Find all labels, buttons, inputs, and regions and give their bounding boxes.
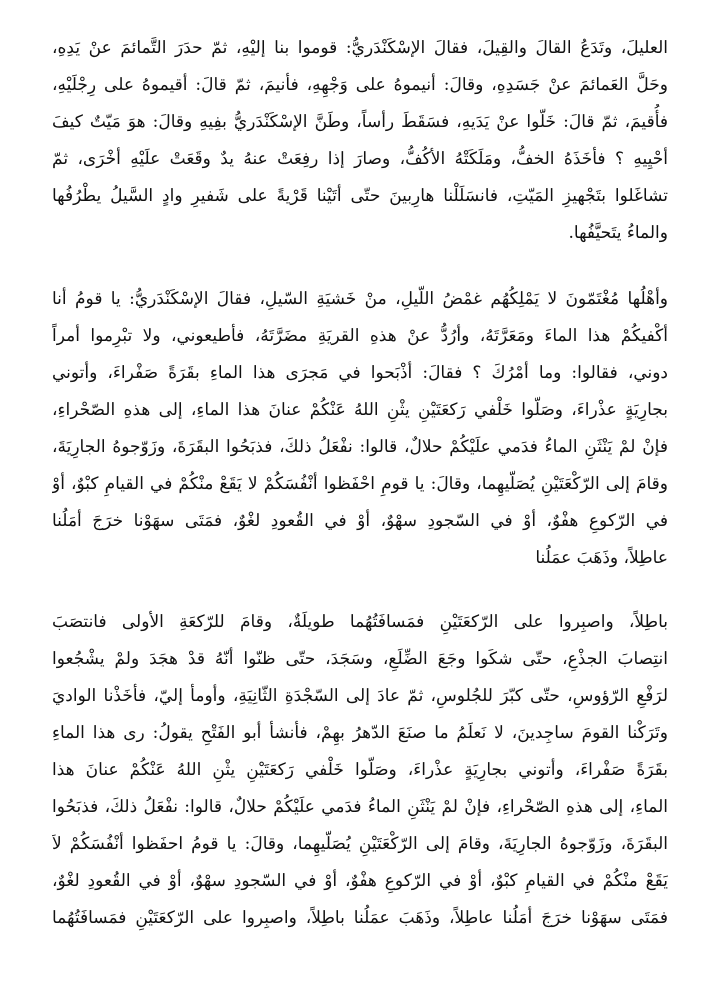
paragraph-line: لرَفْعِ الرّؤوسِ، حتّى كبّرَ للجُلوسِ، ثمّ عادَ إلى السّجْدَةِ الثّانِيَةِ، وأومأ إليّ، فأخَذْنا الواديَ xyxy=(52,686,668,706)
paragraph-line: وتَرَكْنا القومَ ساجِدينَ، لا نَعلَمُ ما صنَعَ الدّهرُ بهِمْ، فأنشأ أبو الفَتْحِ يقولُ: رى هذا الماءِ xyxy=(52,723,668,743)
paragraph-line: وأهْلُها مُغْتَمّونَ لا يَمْلِكُهُم غمْضُ اللّيلِ، منْ خَشيَةِ السّيلِ، فقالَ الإسْكَنْدَريُّ: يا قومُ أنا xyxy=(52,289,668,309)
paragraph-line: أحْيِيهِ ؟ فأخَذَهُ الخفُّ، ومَلَكَتْهُ الأكُفُّ، وصارَ إذا رفِعَتْ عنهُ يدٌ وقَعَتْ علَيْهِ أخْرَى، ثمّ xyxy=(52,149,668,169)
paragraph-line: في الرّكوعِ هفْوٌ، أوْ في السّجودِ سهْوٌ، أوْ في القُعودِ لغْوٌ، فمَتَى سهَوْنا خرَجَ أمَلُنا xyxy=(52,511,668,531)
paragraph-line: وقامَ إلى الرّكْعَتَيْنِ يُصَلّيهِما، وقالَ: يا قومِ احْفَظوا أنْفُسَكُمْ لا يَقَعْ منْكُمْ في القيامِ كبْوٌ، أوْ xyxy=(52,474,668,494)
paragraph-line: فأُقيمَ، ثمّ قالَ: خَلّوا عنْ يَدَيهِ، فسَقَطَ رأساً، وطَنَّ الإسْكَنْدَريُّ بفِيهِ وقالَ: هوَ مَيّتٌ كيفَ xyxy=(52,112,668,132)
paragraph-line: عاطِلاً، وذَهَبَ عمَلُنا xyxy=(535,548,668,568)
paragraph-line: بقَرَةً صَفْراءَ، وأتوني بجارِيَةٍ عذْراءَ، وصَلّوا خَلْفي رَكعَتَيْنِ يثْنِ اللهُ عَنْكُمْ عنانَ هذا xyxy=(52,760,668,780)
paragraph-line: بجارِيَةٍ عذْراءَ، وصَلّوا خَلْفي رَكعَتَيْنِ يثْنِ اللهُ عَنْكُمْ عنانَ هذا الماءِ، إلى هذهِ الصّحْراءِ، xyxy=(52,400,668,420)
paragraph-1 xyxy=(52,30,668,252)
paragraph-line: فمَتَى سهَوْنا خرَجَ أمَلُنا عاطِلاً، وذَهَبَ عمَلُنا باطِلاً، واصبِروا على الرّكعَتَيْنِ فمَسافَتُهُما xyxy=(52,908,668,928)
paragraph-line: الماءِ، إلى هذهِ الصّحْراءِ، فإنْ لمْ يَنْثَنِ الماءُ فدَمي علَيْكُمْ حلالٌ، قالوا: نفْعَلُ ذلكَ، فذبَحُوا xyxy=(52,797,668,817)
paragraph-line: البقَرَةَ، وزَوّجوهُ الجارِيَةَ، وقامَ إلى الرّكْعَتَيْنِ يُصَلّيهِما، وقالَ: يا قومُ احفَظوا أنْفُسَكُمْ لاَ xyxy=(52,834,668,854)
paragraph-line: يَقَعْ منْكُمْ في القيامِ كبْوٌ، أوْ في الرّكوعِ هفْوٌ، أوْ في السّجودِ سهْوٌ، أوْ في القُعودِ لغْوٌ، xyxy=(52,871,668,891)
paragraph-line: باطِلاً، واصبِروا على الرّكعَتَيْنِ فمَسافَتُهُما طويلَةٌ، وقامَ للرّكعَةِ الأولى فانتصَبَ xyxy=(52,612,668,632)
paragraph-line: أكْفيكُمْ هذا الماءَ ومَعَرَّتَهُ، وأرُدُّ عنْ هذهِ القريَةِ مضَرَّتَهُ، فأطيعوني، ولا تبْرِموا أمراً xyxy=(52,326,668,346)
paragraph-2 xyxy=(52,281,668,577)
paragraph-line: تشاغَلوا بتَجْهيزِ المَيّتِ، فانسَلَلْنا هارِبينَ حتّى أتَيْنا قَرْيةً على شَفيرِ وادٍ السَّيلُ يطْرُفُها xyxy=(52,186,668,206)
paragraph-3 xyxy=(52,604,668,937)
paragraph-line: انتِصابَ الجذْعِ، حتّى شكَوا وجَعَ الضِّلَعِ، وسَجَدَ، حتّى ظنّوا أنّهُ قدْ هجَدَ ولمْ يشْجُعوا xyxy=(52,649,668,669)
paragraph-line: والماءُ يتَحيَّفُها. xyxy=(568,223,668,243)
paragraph-line: العليلَ، وتَدَعُ القالَ والقِيلَ، فقالَ الإسْكَنْدَريُّ: قوموا بنا إليْهِ، ثمّ حدَرَ التَّمائمَ عنْ يَدِهِ، xyxy=(52,38,668,58)
paragraph-line: فإنْ لمْ يَنْثَنِ الماءُ فدَمي علَيْكُمْ حلالٌ، قالوا: نفْعَلُ ذلكَ، فذبَحُوا البقَرَةَ، وزَوّجوهُ الجارِيَةَ، xyxy=(52,437,668,457)
paragraph-line: وحَلَّ العَمائمَ عنْ جَسَدِهِ، وقالَ: أنيموهُ على وَجْهِهِ، فأنيمَ، ثمّ قالَ: أقيموهُ على رِجْلَيْهِ، xyxy=(52,75,668,95)
paragraph-line: دوني، فقالوا: وما أمْرُكَ ؟ فقالَ: أذْبَحوا في مَجرَى هذا الماءِ بقَرَةً صَفْراءَ، وأتوني xyxy=(52,363,668,383)
